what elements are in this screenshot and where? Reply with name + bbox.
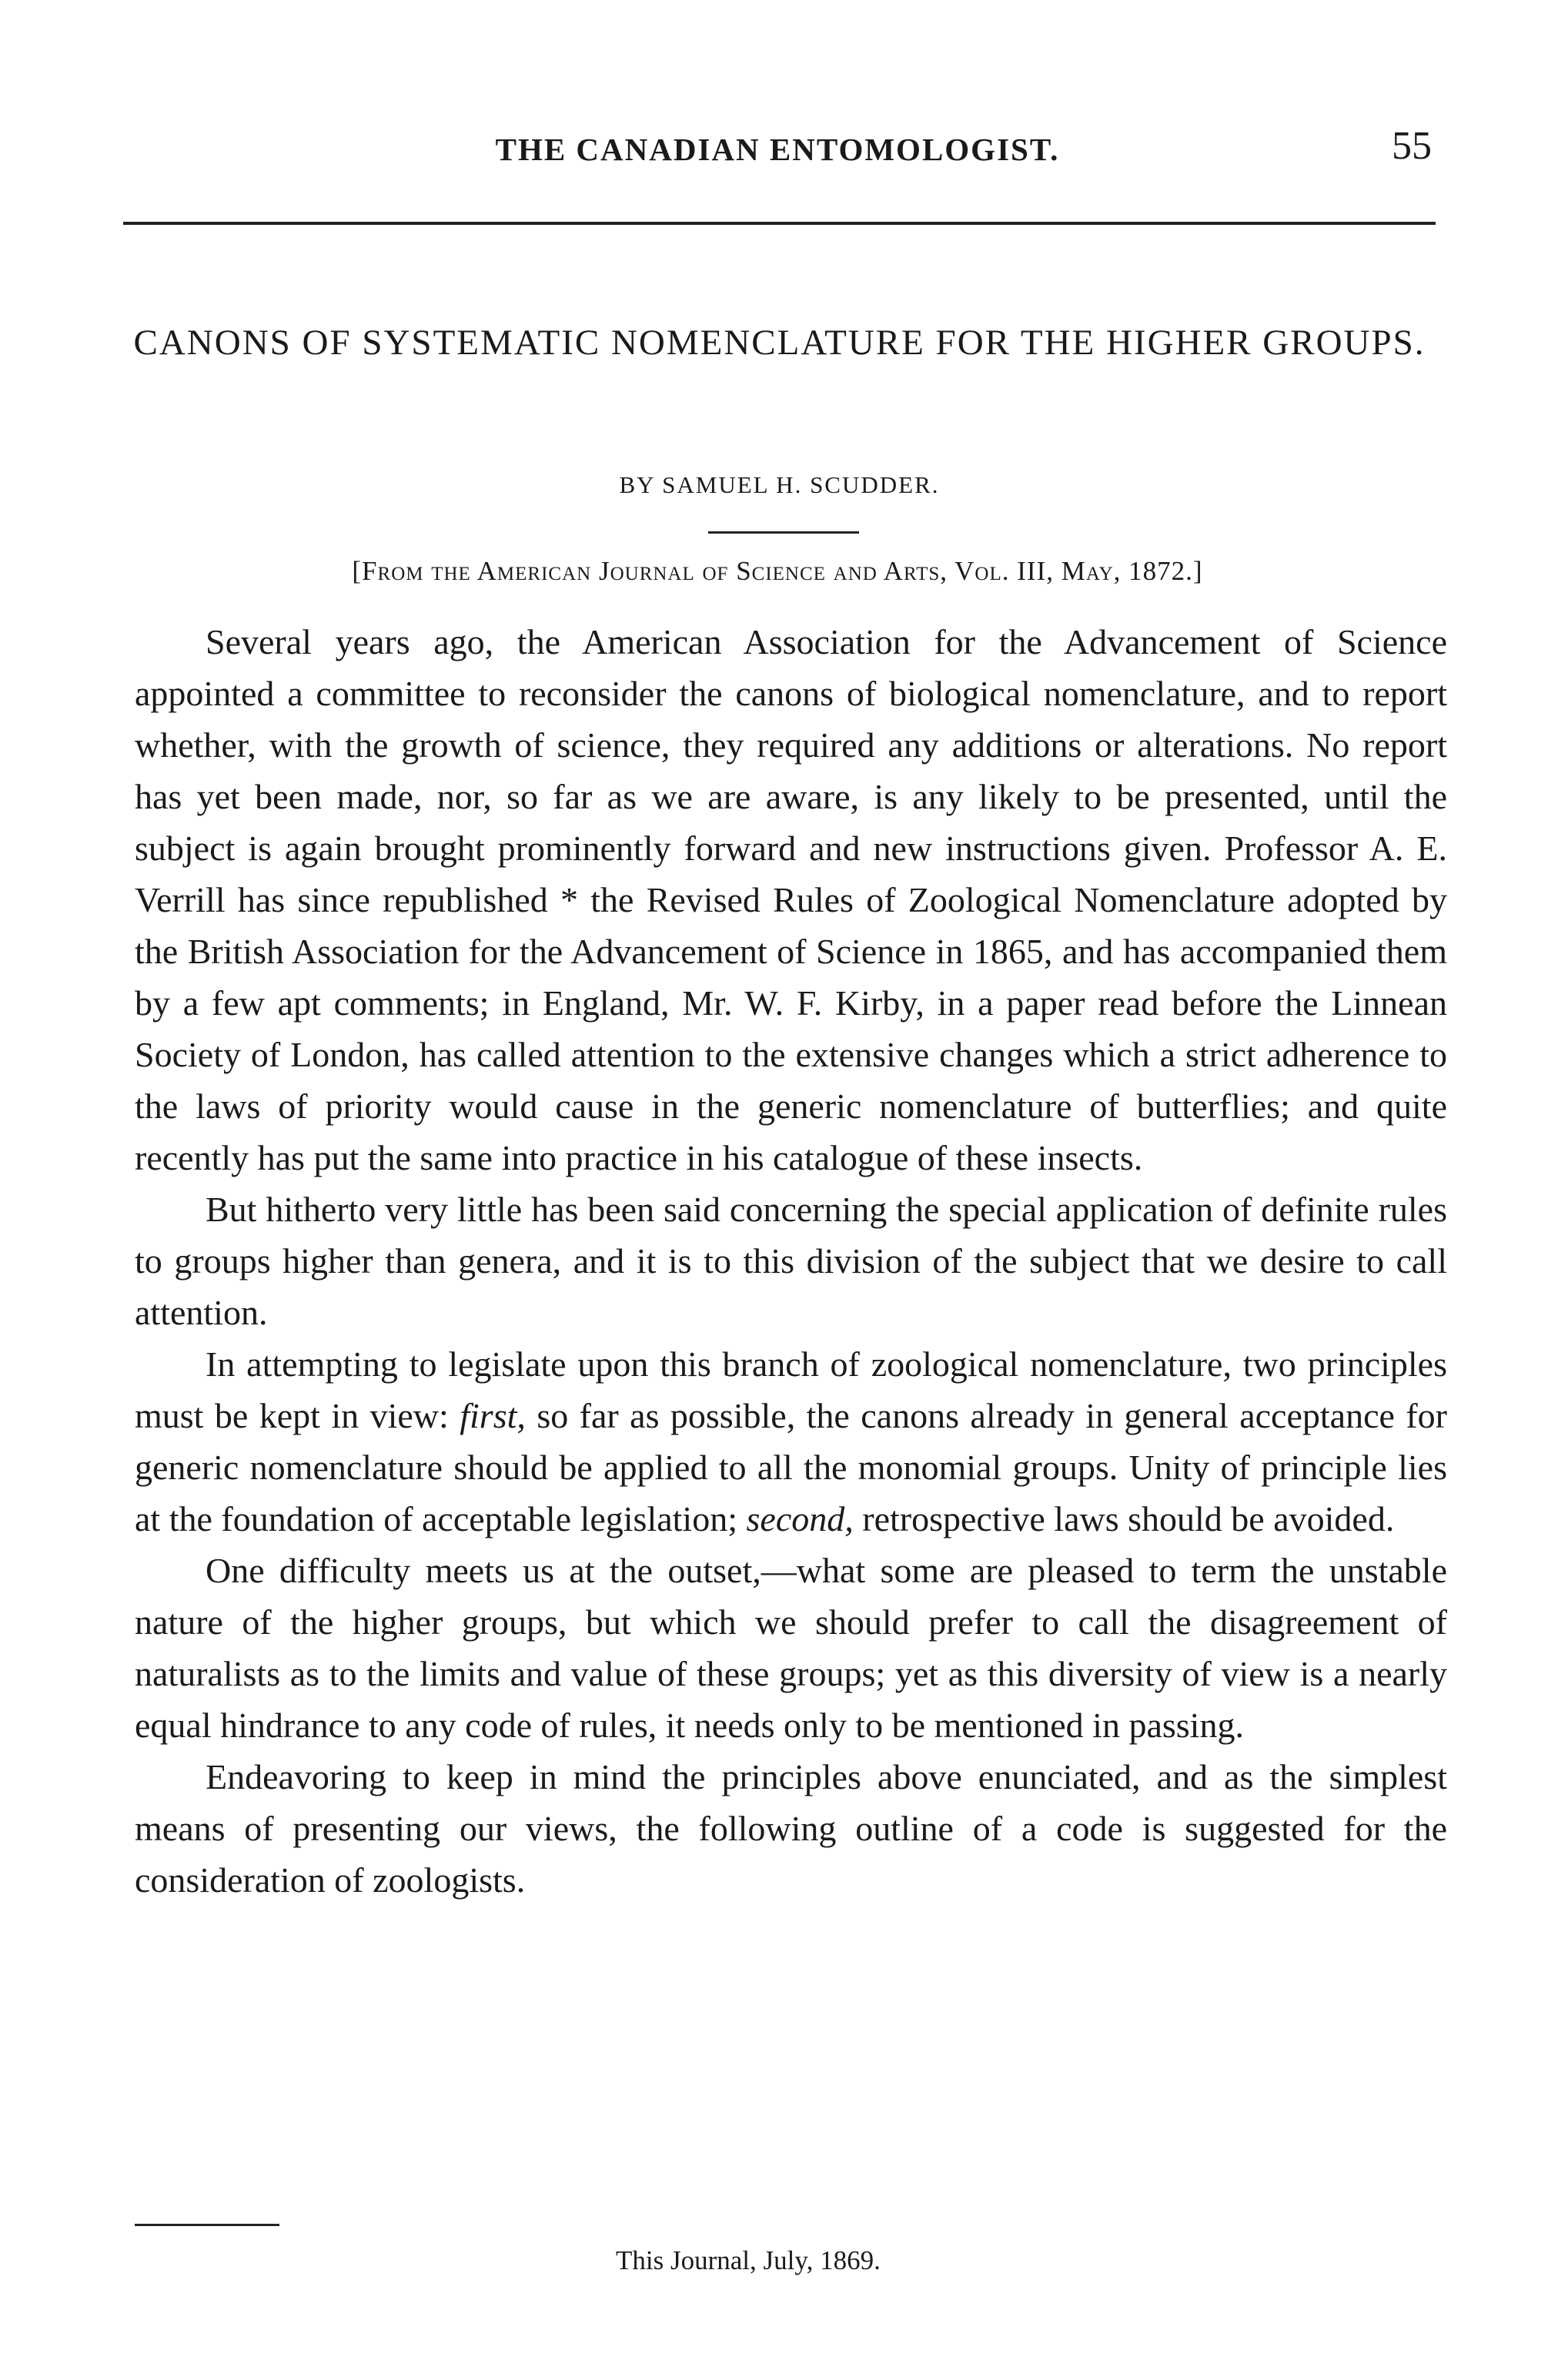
body-text — [135, 616, 1447, 1906]
header-rule — [123, 222, 1436, 225]
emphasis-second: second, — [746, 1499, 854, 1538]
source-note: [From the American Journal of Science and Arts, Vol. III, May, 1872.] — [352, 556, 1203, 586]
running-title: THE CANADIAN ENTOMOLOGIST. — [495, 132, 1060, 167]
paragraph-2: But hitherto very little has been said concerning the special application of definite rules to groups higher than genera, and it is to this division of the subject that we desire to call attention. — [135, 1190, 1447, 1332]
paragraph-5: Endeavoring to keep in mind the principles above enunciated, and as the simplest means of presenting our views, the following outline of a code is suggested for the consideration of zoologists. — [135, 1757, 1447, 1900]
paragraph-3 — [135, 1338, 1447, 1545]
page-number: 55 — [1392, 124, 1432, 168]
byline-rule — [708, 531, 859, 534]
paragraph-3-start: In attempting to legislate upon this branch of zoological nomenclature, two principles must be kept in view: — [135, 1344, 1447, 1435]
byline: BY SAMUEL H. SCUDDER. — [619, 471, 940, 498]
footnote-rule — [135, 2224, 279, 2226]
paragraph-4: One difficulty meets us at the outset,—what some are pleased to term the unstable nature of the higher groups, but which we should prefer to call the disagreement of naturalists as to the limits and value of these groups; yet as this diversity of view is a nearly equal hindrance to any code of rules, it needs only to be mentioned in passing. — [135, 1551, 1447, 1745]
paragraph-3-mid: so far as possible, the canons already in general acceptance for generic nomenclature should be applied to all the monomial groups. Unity of principle lies at the foundation of acceptable legislation; — [135, 1396, 1447, 1538]
paragraph-3-end: retrospective laws should be avoided. — [862, 1499, 1395, 1538]
paragraph-1: Several years ago, the American Association for the Advancement of Science appointed a committee to reconsider the canons of biological nomenclature, and to report whether, with the growth of science, they required any additions or alterations. No report has yet been made, nor, so far as we are aware, is any likely to be presented, until the subject is again brought prominently forward and new instructions given. Professor A. E. Verrill has since republished * the Revised Rules of Zoological Nomenclature adopted by the British Association for the Advancement of Science in 1865, and has accompanied them by a few apt comments; in England, Mr. W. F. Kirby, in a paper read before the Linnean Society of London, has called attention to the extensive changes which a strict adherence to the laws of priority would cause in the generic nomenclature of butterflies; and quite recently has put the same into practice in his catalogue of these insects. — [135, 622, 1447, 1177]
emphasis-first: first, — [460, 1396, 526, 1435]
footnote: This Journal, July, 1869. — [616, 2245, 881, 2275]
running-head — [123, 123, 1432, 177]
article-title: CANONS OF SYSTEMATIC NOMENCLATURE FOR THE HIGHER GROUPS. — [133, 323, 1426, 363]
